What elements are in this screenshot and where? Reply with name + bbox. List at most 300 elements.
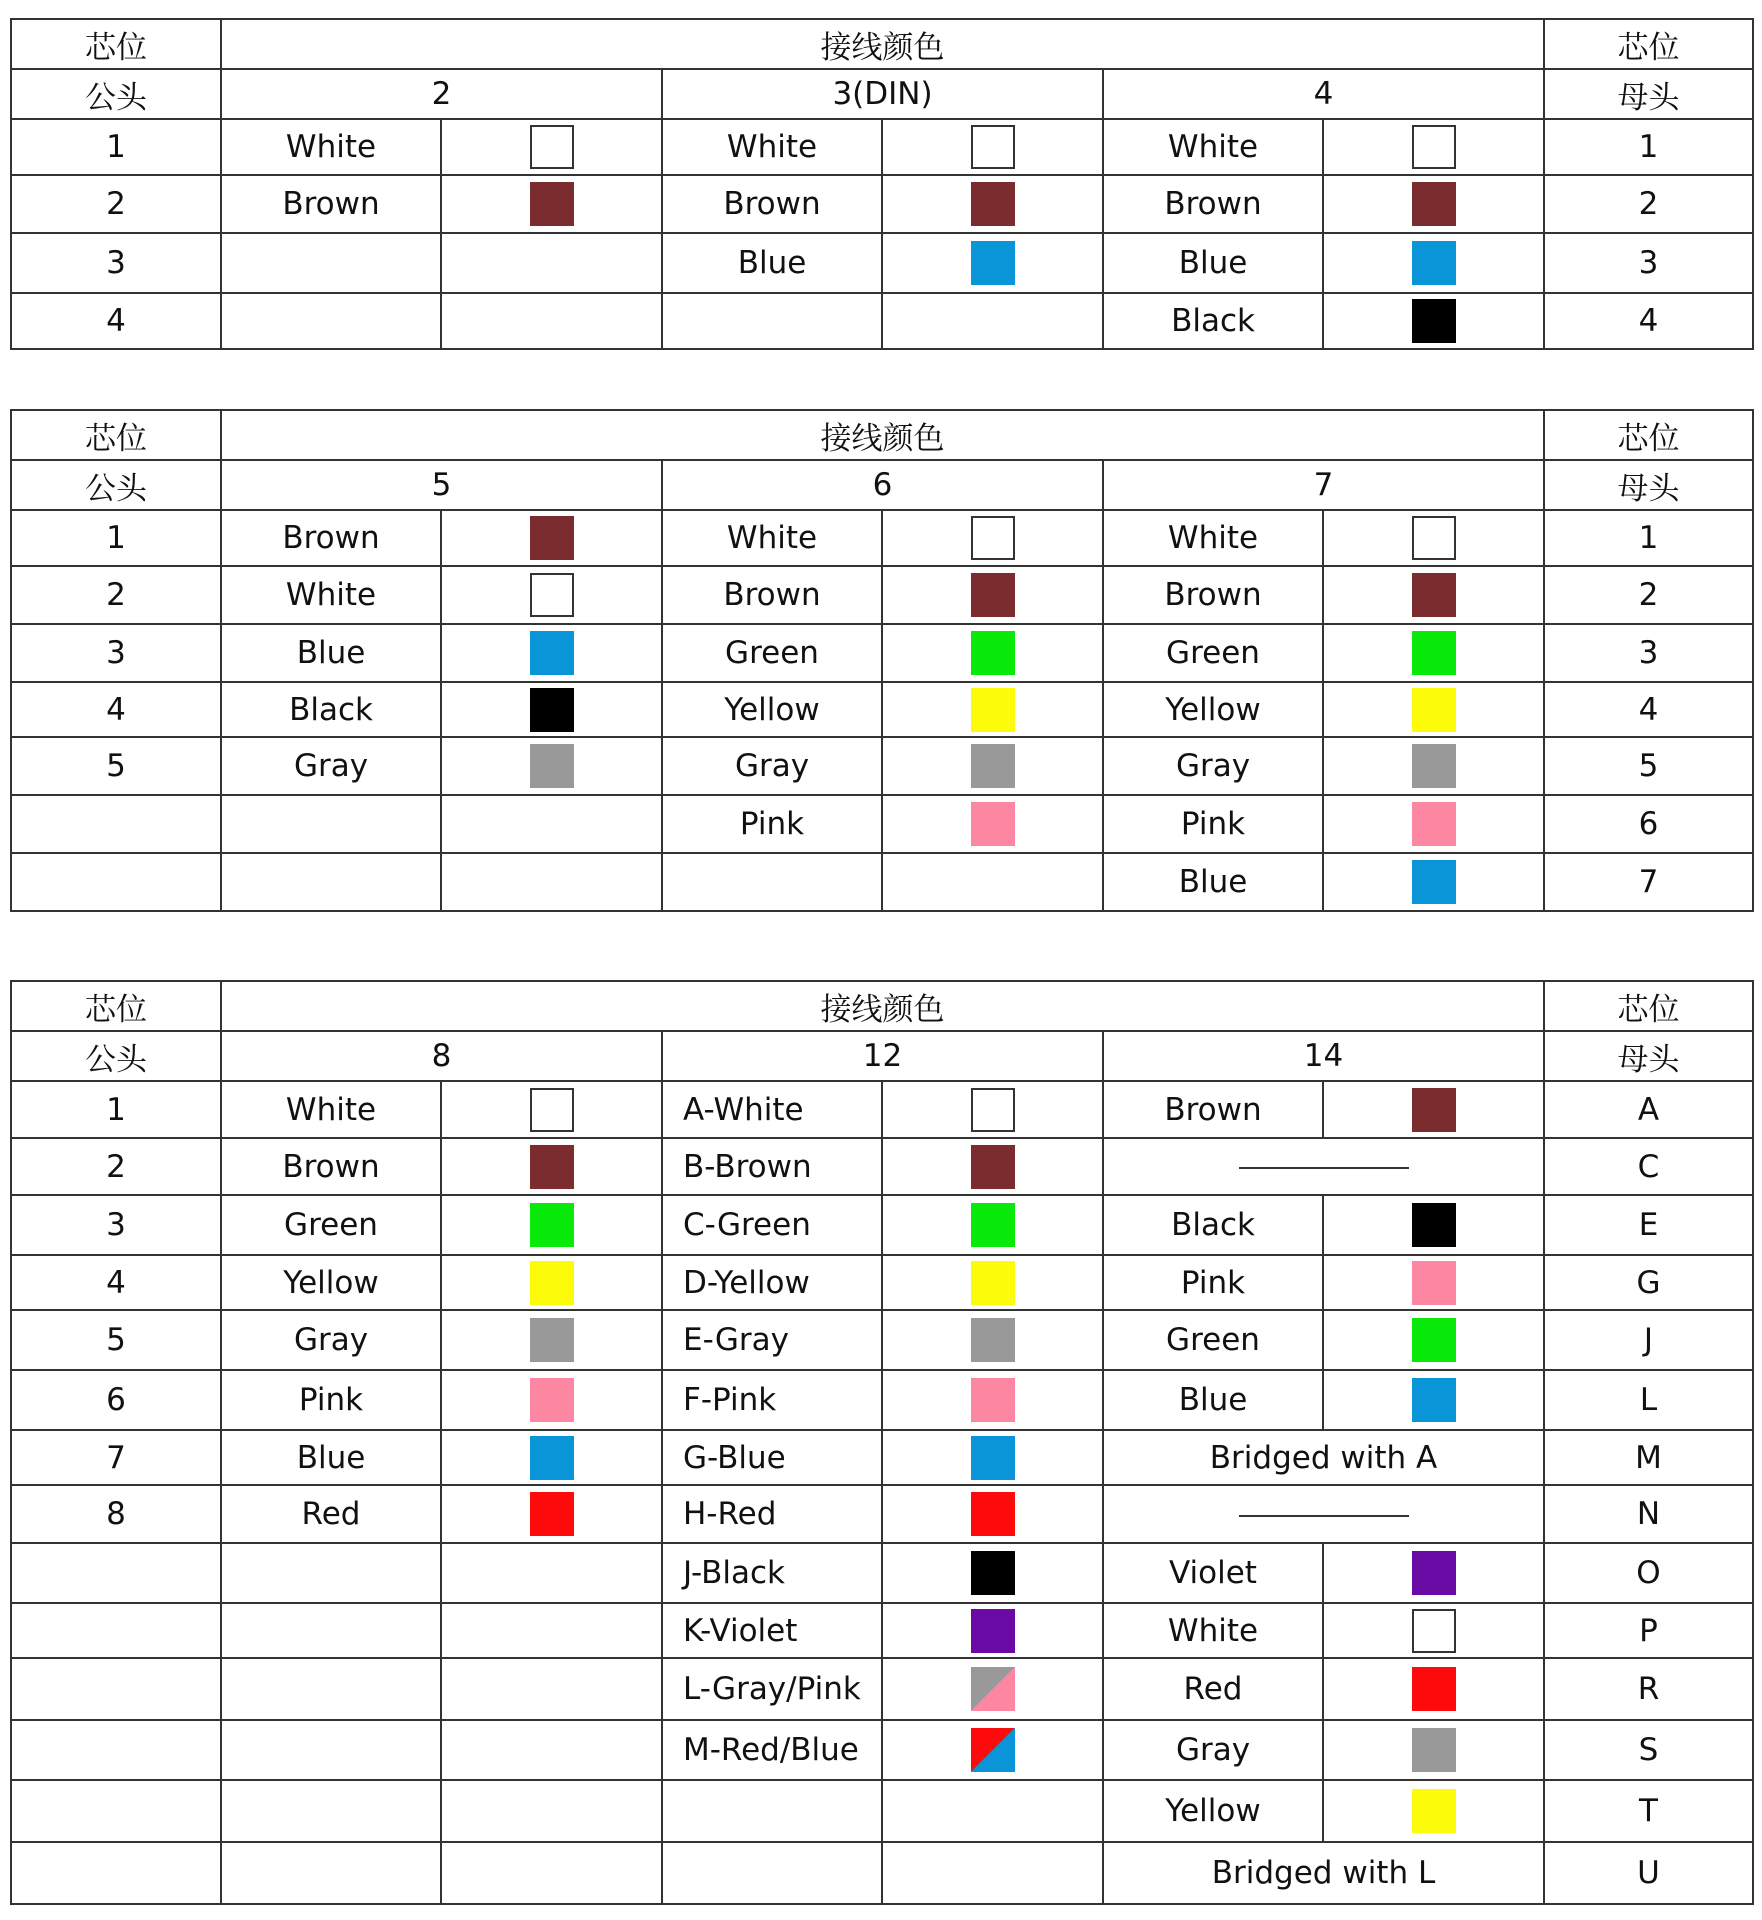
wire-color-swatch-cell [1323,566,1544,624]
empty-cell [221,1658,441,1720]
wire-color-label: Gray [662,737,882,795]
male-pin: 1 [11,119,221,175]
table-row [11,1720,1753,1780]
wire-color-swatch-cell [441,1138,662,1195]
wire-color-swatch-cell [882,1255,1103,1310]
wiring-colors-header: 接线颜色 [221,410,1544,460]
table-row [11,566,1753,624]
wire-color-swatch-cell [1323,1310,1544,1370]
wire-color-swatch-cell [1323,1255,1544,1310]
female-pin: C [1544,1138,1753,1195]
wire-color-swatch-cell [882,566,1103,624]
empty-cell [441,1720,662,1780]
wire-color-label: J-Black [662,1543,882,1603]
pin-count-header: 14 [1103,1031,1544,1081]
wire-color-swatch-cell [882,510,1103,566]
wire-color-label: Green [221,1195,441,1255]
wire-color-swatch-cell [882,624,1103,682]
male-pin: 8 [11,1485,221,1543]
wire-color-swatch-cell [882,1370,1103,1430]
table-row [11,1310,1753,1370]
color-swatch [971,1492,1015,1536]
wire-color-swatch-cell [882,682,1103,737]
male-pin [11,1603,221,1658]
wire-color-swatch-cell [441,737,662,795]
empty-cell [441,1543,662,1603]
female-pin: E [1544,1195,1753,1255]
wire-color-label: Brown [662,566,882,624]
wire-color-label: Blue [221,1430,441,1485]
wire-color-swatch-cell [882,1195,1103,1255]
wire-color-swatch-cell [1323,1081,1544,1138]
color-swatch [971,125,1015,169]
female-pin: 6 [1544,795,1753,853]
table-row [11,737,1753,795]
pin-count-header: 5 [221,460,662,510]
male-pin: 4 [11,682,221,737]
female-pin: R [1544,1658,1753,1720]
table-row [11,624,1753,682]
wire-color-swatch-cell [1323,1543,1544,1603]
wire-color-swatch-cell [1323,233,1544,293]
empty-cell [662,1780,882,1842]
wire-color-swatch-cell [882,233,1103,293]
table-row [11,1430,1753,1485]
female-pin: 3 [1544,233,1753,293]
male-header: 公头 [11,460,221,510]
wire-color-swatch-cell [1323,1603,1544,1658]
color-swatch [530,688,574,732]
wire-color-label: Pink [221,1370,441,1430]
female-pin: M [1544,1430,1753,1485]
color-swatch [1412,860,1456,904]
female-pin: 2 [1544,175,1753,233]
wire-color-swatch-cell [1323,119,1544,175]
wiring-table-2 [10,409,1754,912]
male-pin [11,1543,221,1603]
female-pin: N [1544,1485,1753,1543]
male-pin: 6 [11,1370,221,1430]
empty-cell [221,293,441,349]
wiring-colors-header: 接线颜色 [221,981,1544,1031]
wire-color-label: Black [1103,1195,1323,1255]
color-swatch [1412,631,1456,675]
color-swatch [530,1492,574,1536]
table-row [11,1842,1753,1904]
table-row [11,1370,1753,1430]
wire-color-label: C-Green [662,1195,882,1255]
table-row [11,795,1753,853]
female-pin: 3 [1544,624,1753,682]
empty-cell [221,795,441,853]
table-row [11,293,1753,349]
color-swatch [530,1203,574,1247]
female-pin: G [1544,1255,1753,1310]
wire-color-swatch-cell [441,1370,662,1430]
pin-count-header: 3(DIN) [662,69,1103,119]
pin-count-header: 4 [1103,69,1544,119]
color-swatch [1412,573,1456,617]
color-swatch [1412,241,1456,285]
wire-color-label: White [1103,119,1323,175]
empty-cell [882,293,1103,349]
empty-cell [882,1780,1103,1842]
color-swatch [1412,1203,1456,1247]
table-row [11,1658,1753,1720]
empty-cell [221,853,441,911]
wire-color-swatch-cell [1323,175,1544,233]
male-pin [11,1658,221,1720]
core-header-right: 芯位 [1544,981,1753,1031]
unused-pin-dash [1103,1485,1544,1543]
male-pin [11,1780,221,1842]
wire-color-label: White [221,119,441,175]
wire-color-swatch-cell [882,795,1103,853]
color-swatch [971,1378,1015,1422]
male-pin: 3 [11,624,221,682]
empty-cell [221,1842,441,1904]
empty-cell [441,1658,662,1720]
wire-color-label: Black [221,682,441,737]
wire-color-label: Red [221,1485,441,1543]
wire-color-label: White [221,566,441,624]
table-row [11,1195,1753,1255]
color-swatch [530,631,574,675]
wire-color-swatch-cell [1323,1195,1544,1255]
female-pin: P [1544,1603,1753,1658]
color-swatch [530,1145,574,1189]
wire-color-swatch-cell [441,1255,662,1310]
core-header-left: 芯位 [11,410,221,460]
wire-color-label: Black [1103,293,1323,349]
wire-color-swatch-cell [882,1310,1103,1370]
wire-color-label: Gray [1103,1720,1323,1780]
color-swatch [530,1088,574,1132]
empty-cell [662,293,882,349]
header-row [11,981,1753,1031]
empty-cell [882,853,1103,911]
wire-color-swatch-cell [1323,293,1544,349]
table-row [11,233,1753,293]
wire-color-swatch-cell [882,1720,1103,1780]
table-row [11,1780,1753,1842]
group-header-row [11,69,1753,119]
wire-color-label: Green [1103,1310,1323,1370]
empty-cell [441,293,662,349]
color-swatch [971,573,1015,617]
table-row [11,1485,1753,1543]
wire-color-label: E-Gray [662,1310,882,1370]
color-swatch [530,1436,574,1480]
color-swatch [971,1261,1015,1305]
female-pin: J [1544,1310,1753,1370]
header-row [11,19,1753,69]
empty-cell [221,1780,441,1842]
empty-cell [441,1842,662,1904]
female-pin: 1 [1544,510,1753,566]
wire-color-swatch-cell [1323,1370,1544,1430]
wire-color-swatch-cell [441,119,662,175]
wire-color-swatch-cell [441,624,662,682]
color-swatch [1412,1378,1456,1422]
wire-color-label: White [1103,510,1323,566]
color-swatch [971,802,1015,846]
male-header: 公头 [11,1031,221,1081]
table-row [11,175,1753,233]
wire-color-label: Blue [1103,1370,1323,1430]
bridged-note: Bridged with A [1103,1430,1544,1485]
female-pin: U [1544,1842,1753,1904]
wire-color-label: Yellow [221,1255,441,1310]
color-swatch [971,1667,1015,1711]
pin-count-header: 7 [1103,460,1544,510]
color-swatch [971,1609,1015,1653]
wiring-colors-header: 接线颜色 [221,19,1544,69]
pin-count-header: 12 [662,1031,1103,1081]
color-swatch [1412,516,1456,560]
empty-cell [441,1603,662,1658]
color-swatch [1412,1088,1456,1132]
color-swatch [971,1551,1015,1595]
core-header-right: 芯位 [1544,410,1753,460]
color-swatch [530,744,574,788]
header-row [11,410,1753,460]
table-row [11,853,1753,911]
wire-color-swatch-cell [1323,1720,1544,1780]
wire-color-swatch-cell [441,566,662,624]
color-swatch [530,516,574,560]
male-pin: 5 [11,1310,221,1370]
wire-color-label: Gray [221,1310,441,1370]
male-pin: 1 [11,1081,221,1138]
wire-color-label: Blue [1103,853,1323,911]
wire-color-label: Blue [662,233,882,293]
male-pin [11,795,221,853]
wire-color-label: B-Brown [662,1138,882,1195]
male-pin [11,853,221,911]
color-swatch [530,182,574,226]
wire-color-swatch-cell [441,1081,662,1138]
wire-color-label: Brown [1103,1081,1323,1138]
wire-color-swatch-cell [1323,682,1544,737]
wire-color-label: Pink [1103,795,1323,853]
wire-color-label: D-Yellow [662,1255,882,1310]
color-swatch [530,1378,574,1422]
table-row [11,119,1753,175]
male-pin: 3 [11,1195,221,1255]
color-swatch [1412,1609,1456,1653]
wire-color-label: Brown [662,175,882,233]
color-swatch [530,573,574,617]
wire-color-label: White [221,1081,441,1138]
color-swatch [1412,1728,1456,1772]
female-pin: A [1544,1081,1753,1138]
wire-color-swatch-cell [441,1485,662,1543]
wire-color-label: Violet [1103,1543,1323,1603]
color-swatch [1412,1261,1456,1305]
table-row [11,682,1753,737]
male-pin [11,1720,221,1780]
wire-color-swatch-cell [882,119,1103,175]
female-header: 母头 [1544,460,1753,510]
wire-color-swatch-cell [1323,853,1544,911]
bridged-note: Bridged with L [1103,1842,1544,1904]
wire-color-swatch-cell [882,1603,1103,1658]
empty-cell [441,233,662,293]
wire-color-swatch-cell [441,1430,662,1485]
male-pin: 2 [11,175,221,233]
empty-cell [221,1543,441,1603]
empty-cell [882,1842,1103,1904]
table-row [11,1138,1753,1195]
empty-cell [221,233,441,293]
female-pin: S [1544,1720,1753,1780]
wire-color-label: Gray [1103,737,1323,795]
color-swatch [971,516,1015,560]
color-swatch [971,1436,1015,1480]
wire-color-swatch-cell [441,175,662,233]
wire-color-label: A-White [662,1081,882,1138]
color-swatch [1412,802,1456,846]
table-row [11,510,1753,566]
female-pin: T [1544,1780,1753,1842]
unused-pin-dash [1103,1138,1544,1195]
male-pin: 5 [11,737,221,795]
male-pin: 2 [11,566,221,624]
pin-count-header: 2 [221,69,662,119]
male-header: 公头 [11,69,221,119]
color-swatch [1412,125,1456,169]
wire-color-label: Red [1103,1658,1323,1720]
wire-color-label: G-Blue [662,1430,882,1485]
wiring-table-3 [10,980,1754,1905]
wire-color-label: Brown [221,1138,441,1195]
color-swatch [971,182,1015,226]
female-pin: 4 [1544,293,1753,349]
dash-line [1239,1515,1409,1517]
wire-color-swatch-cell [882,1543,1103,1603]
color-swatch [1412,1789,1456,1833]
empty-cell [441,795,662,853]
female-header: 母头 [1544,69,1753,119]
table-row [11,1255,1753,1310]
wire-color-label: Blue [221,624,441,682]
table-row [11,1603,1753,1658]
color-swatch [1412,1551,1456,1595]
empty-cell [221,1720,441,1780]
wire-color-label: Yellow [1103,1780,1323,1842]
wire-color-label: Green [662,624,882,682]
wiring-table-1 [10,18,1754,350]
table-row [11,1543,1753,1603]
female-pin: 1 [1544,119,1753,175]
wire-color-swatch-cell [1323,1658,1544,1720]
male-pin: 1 [11,510,221,566]
female-pin: 5 [1544,737,1753,795]
color-swatch [530,1261,574,1305]
wire-color-swatch-cell [882,1658,1103,1720]
wire-color-label: M-Red/Blue [662,1720,882,1780]
wire-color-swatch-cell [882,1485,1103,1543]
wire-color-label: Yellow [662,682,882,737]
color-swatch [971,1203,1015,1247]
female-pin: 2 [1544,566,1753,624]
color-swatch [971,241,1015,285]
wire-color-swatch-cell [1323,510,1544,566]
wire-color-label: Blue [1103,233,1323,293]
wire-color-label: Brown [1103,566,1323,624]
male-pin: 7 [11,1430,221,1485]
female-pin: 7 [1544,853,1753,911]
female-pin: L [1544,1370,1753,1430]
color-swatch [1412,182,1456,226]
wire-color-swatch-cell [1323,1780,1544,1842]
wire-color-swatch-cell [441,510,662,566]
color-swatch [971,688,1015,732]
wire-color-swatch-cell [882,737,1103,795]
color-swatch [530,125,574,169]
female-header: 母头 [1544,1031,1753,1081]
male-pin [11,1842,221,1904]
wire-color-swatch-cell [1323,624,1544,682]
wire-color-swatch-cell [441,682,662,737]
wire-color-label: L-Gray/Pink [662,1658,882,1720]
wire-color-label: Green [1103,624,1323,682]
color-swatch [1412,1318,1456,1362]
wire-color-label: Pink [1103,1255,1323,1310]
male-pin: 2 [11,1138,221,1195]
wire-color-swatch-cell [441,1310,662,1370]
wire-color-swatch-cell [882,1430,1103,1485]
pin-count-header: 6 [662,460,1103,510]
wire-color-label: K-Violet [662,1603,882,1658]
wire-color-label: Pink [662,795,882,853]
color-swatch [1412,688,1456,732]
wire-color-swatch-cell [1323,737,1544,795]
wire-color-swatch-cell [441,1195,662,1255]
empty-cell [662,853,882,911]
wire-color-swatch-cell [882,175,1103,233]
color-swatch [1412,1667,1456,1711]
color-swatch [971,1145,1015,1189]
color-swatch [1412,299,1456,343]
female-pin: O [1544,1543,1753,1603]
core-header-left: 芯位 [11,981,221,1031]
male-pin: 3 [11,233,221,293]
wire-color-label: Yellow [1103,682,1323,737]
color-swatch [971,744,1015,788]
empty-cell [441,1780,662,1842]
table-row [11,1081,1753,1138]
wire-color-swatch-cell [882,1138,1103,1195]
group-header-row [11,460,1753,510]
wire-color-swatch-cell [882,1081,1103,1138]
wire-color-label: H-Red [662,1485,882,1543]
wire-color-label: White [662,510,882,566]
wire-color-label: White [1103,1603,1323,1658]
male-pin: 4 [11,293,221,349]
color-swatch [971,1088,1015,1132]
empty-cell [441,853,662,911]
core-header-left: 芯位 [11,19,221,69]
wire-color-label: Brown [221,175,441,233]
color-swatch [530,1318,574,1362]
wire-color-swatch-cell [1323,795,1544,853]
empty-cell [662,1842,882,1904]
group-header-row [11,1031,1753,1081]
wire-color-label: Brown [1103,175,1323,233]
female-pin: 4 [1544,682,1753,737]
